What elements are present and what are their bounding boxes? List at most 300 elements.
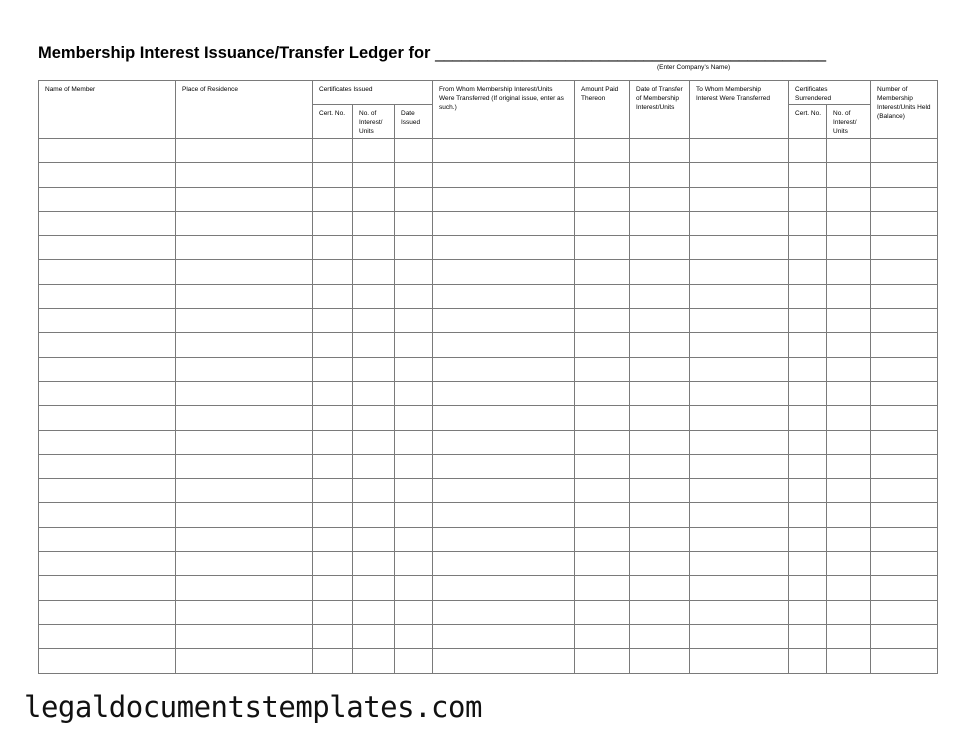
header-number-held-balance: Number of Membership Interest/Units Held (Balance) [871,81,938,139]
ledger-cell[interactable] [827,576,871,600]
ledger-cell[interactable] [827,163,871,187]
ledger-cell[interactable] [827,211,871,235]
ledger-cell[interactable] [176,527,313,551]
ledger-cell[interactable] [353,624,395,648]
ledger-cell[interactable] [353,381,395,405]
ledger-cell[interactable] [39,357,176,381]
ledger-cell[interactable] [176,309,313,333]
ledger-cell[interactable] [395,309,433,333]
ledger-cell[interactable] [39,624,176,648]
ledger-cell[interactable] [827,527,871,551]
ledger-cell[interactable] [871,211,938,235]
ledger-cell[interactable] [313,503,353,527]
ledger-cell[interactable] [353,357,395,381]
ledger-cell[interactable] [630,624,690,648]
ledger-cell[interactable] [630,381,690,405]
ledger-cell[interactable] [630,139,690,163]
ledger-cell[interactable] [313,649,353,673]
ledger-cell[interactable] [395,527,433,551]
ledger-cell[interactable] [353,211,395,235]
ledger-cell[interactable] [690,187,789,211]
ledger-cell[interactable] [575,309,630,333]
ledger-cell[interactable] [871,454,938,478]
ledger-row [39,211,938,235]
ledger-cell[interactable] [39,381,176,405]
ledger-cell[interactable] [789,503,827,527]
ledger-cell[interactable] [176,284,313,308]
ledger-cell[interactable] [789,309,827,333]
ledger-cell[interactable] [395,211,433,235]
ledger-cell[interactable] [575,649,630,673]
ledger-cell[interactable] [871,406,938,430]
ledger-cell[interactable] [39,576,176,600]
ledger-cell[interactable] [789,381,827,405]
ledger-cell[interactable] [395,381,433,405]
ledger-cell[interactable] [395,600,433,624]
ledger-cell[interactable] [827,236,871,260]
ledger-cell[interactable] [395,187,433,211]
ledger-cell[interactable] [575,381,630,405]
ledger-cell[interactable] [433,430,575,454]
ledger-cell[interactable] [575,552,630,576]
ledger-cell[interactable] [575,600,630,624]
ledger-cell[interactable] [630,187,690,211]
ledger-cell[interactable] [433,576,575,600]
ledger-cell[interactable] [176,333,313,357]
ledger-cell[interactable] [789,600,827,624]
ledger-cell[interactable] [313,576,353,600]
ledger-cell[interactable] [176,211,313,235]
ledger-cell[interactable] [433,187,575,211]
ledger-cell[interactable] [39,430,176,454]
ledger-cell[interactable] [433,454,575,478]
ledger-cell[interactable] [630,649,690,673]
ledger-cell[interactable] [395,552,433,576]
ledger-cell[interactable] [690,381,789,405]
ledger-row [39,576,938,600]
ledger-cell[interactable] [39,211,176,235]
header-date-issued: Date Issued [395,105,433,139]
ledger-cell[interactable] [690,503,789,527]
ledger-cell[interactable] [630,479,690,503]
ledger-cell[interactable] [39,527,176,551]
company-name-blank[interactable]: _____________________________________________ [435,44,826,62]
ledger-row [39,649,938,673]
ledger-cell[interactable] [575,211,630,235]
ledger-cell[interactable] [789,430,827,454]
ledger-cell[interactable] [827,187,871,211]
ledger-cell[interactable] [630,527,690,551]
ledger-cell[interactable] [353,139,395,163]
ledger-cell[interactable] [871,576,938,600]
ledger-cell[interactable] [176,357,313,381]
ledger-cell[interactable] [871,187,938,211]
ledger-cell[interactable] [630,552,690,576]
ledger-row [39,333,938,357]
ledger-row [39,503,938,527]
ledger-cell[interactable] [433,479,575,503]
header-certificates-issued: Certificates Issued [313,81,433,105]
ledger-cell[interactable] [353,576,395,600]
ledger-cell[interactable] [690,552,789,576]
ledger-cell[interactable] [353,600,395,624]
ledger-cell[interactable] [395,406,433,430]
ledger-cell[interactable] [353,406,395,430]
ledger-cell[interactable] [630,357,690,381]
ledger-cell[interactable] [575,503,630,527]
ledger-cell[interactable] [690,260,789,284]
ledger-cell[interactable] [871,381,938,405]
ledger-cell[interactable] [353,527,395,551]
ledger-cell[interactable] [827,479,871,503]
ledger-cell[interactable] [871,624,938,648]
ledger-cell[interactable] [630,163,690,187]
ledger-cell[interactable] [353,454,395,478]
ledger-cell[interactable] [789,527,827,551]
ledger-cell[interactable] [313,284,353,308]
ledger-cell[interactable] [827,454,871,478]
ledger-cell[interactable] [353,333,395,357]
ledger-cell[interactable] [690,479,789,503]
ledger-cell[interactable] [353,236,395,260]
ledger-cell[interactable] [395,624,433,648]
ledger-cell[interactable] [690,357,789,381]
ledger-cell[interactable] [575,187,630,211]
ledger-cell[interactable] [39,333,176,357]
ledger-cell[interactable] [575,527,630,551]
ledger-cell[interactable] [630,236,690,260]
ledger-cell[interactable] [575,163,630,187]
ledger-cell[interactable] [575,576,630,600]
ledger-cell[interactable] [39,649,176,673]
ledger-cell[interactable] [395,430,433,454]
ledger-cell[interactable] [433,163,575,187]
ledger-cell[interactable] [353,260,395,284]
ledger-cell[interactable] [176,552,313,576]
ledger-cell[interactable] [313,454,353,478]
ledger-cell[interactable] [789,649,827,673]
ledger-body [39,139,938,674]
ledger-cell[interactable] [871,260,938,284]
ledger-cell[interactable] [789,260,827,284]
ledger-cell[interactable] [395,163,433,187]
ledger-cell[interactable] [789,624,827,648]
ledger-row [39,600,938,624]
ledger-cell[interactable] [433,600,575,624]
ledger-cell[interactable] [433,333,575,357]
ledger-cell[interactable] [313,309,353,333]
ledger-cell[interactable] [313,552,353,576]
header-no-of-interest-units: No. of Interest/ Units [353,105,395,139]
ledger-cell[interactable] [575,333,630,357]
ledger-cell[interactable] [827,284,871,308]
ledger-cell[interactable] [176,624,313,648]
ledger-cell[interactable] [433,552,575,576]
ledger-cell[interactable] [690,284,789,308]
ledger-cell[interactable] [630,260,690,284]
ledger-cell[interactable] [789,236,827,260]
ledger-row [39,357,938,381]
ledger-cell[interactable] [39,454,176,478]
ledger-cell[interactable] [630,309,690,333]
ledger-cell[interactable] [827,357,871,381]
ledger-cell[interactable] [690,163,789,187]
ledger-cell[interactable] [313,479,353,503]
ledger-cell[interactable] [353,163,395,187]
ledger-cell[interactable] [176,479,313,503]
ledger-cell[interactable] [395,479,433,503]
ledger-row [39,260,938,284]
header-cert-no: Cert. No. [313,105,353,139]
ledger-cell[interactable] [395,139,433,163]
ledger-cell[interactable] [313,333,353,357]
header-from-whom: From Whom Membership Interest/Units Were Transferred (If original issue, enter as such.) [433,81,575,139]
ledger-cell[interactable] [575,357,630,381]
ledger-cell[interactable] [353,309,395,333]
header-amount-paid: Amount Paid Thereon [575,81,630,139]
ledger-cell[interactable] [630,600,690,624]
ledger-cell[interactable] [827,406,871,430]
ledger-cell[interactable] [871,333,938,357]
ledger-cell[interactable] [433,406,575,430]
ledger-cell[interactable] [395,260,433,284]
ledger-row [39,430,938,454]
ledger-cell[interactable] [871,552,938,576]
ledger-cell[interactable] [575,406,630,430]
ledger-cell[interactable] [353,649,395,673]
ledger-cell[interactable] [630,211,690,235]
ledger-cell[interactable] [353,479,395,503]
ledger-cell[interactable] [789,479,827,503]
ledger-cell[interactable] [433,236,575,260]
ledger-cell[interactable] [313,211,353,235]
ledger-cell[interactable] [690,211,789,235]
ledger-cell[interactable] [433,284,575,308]
ledger-row [39,479,938,503]
ledger-cell[interactable] [313,527,353,551]
ledger-cell[interactable] [630,284,690,308]
ledger-cell[interactable] [789,406,827,430]
ledger-cell[interactable] [433,357,575,381]
header-to-whom: To Whom Membership Interest Were Transferred [690,81,789,139]
ledger-cell[interactable] [433,624,575,648]
ledger-cell[interactable] [827,649,871,673]
ledger-cell[interactable] [575,479,630,503]
ledger-cell[interactable] [827,309,871,333]
company-name-hint: (Enter Company’s Name) [657,64,731,71]
ledger-cell[interactable] [39,236,176,260]
ledger-cell[interactable] [395,333,433,357]
ledger-cell[interactable] [690,600,789,624]
ledger-cell[interactable] [789,139,827,163]
ledger-cell[interactable] [690,649,789,673]
ledger-cell[interactable] [313,236,353,260]
ledger-cell[interactable] [789,284,827,308]
ledger-cell[interactable] [871,527,938,551]
ledger-cell[interactable] [871,163,938,187]
ledger-cell[interactable] [871,649,938,673]
ledger-cell[interactable] [827,503,871,527]
ledger-cell[interactable] [690,624,789,648]
ledger-cell[interactable] [39,552,176,576]
ledger-cell[interactable] [630,406,690,430]
ledger-cell[interactable] [176,430,313,454]
ledger-cell[interactable] [690,454,789,478]
ledger-cell[interactable] [353,503,395,527]
ledger-cell[interactable] [39,260,176,284]
ledger-cell[interactable] [39,309,176,333]
ledger-cell[interactable] [827,260,871,284]
ledger-cell[interactable] [395,284,433,308]
ledger-cell[interactable] [789,187,827,211]
ledger-row [39,187,938,211]
ledger-cell[interactable] [39,503,176,527]
ledger-cell[interactable] [789,333,827,357]
ledger-cell[interactable] [871,284,938,308]
header-place-of-residence: Place of Residence [176,81,313,139]
ledger-row [39,624,938,648]
ledger-cell[interactable] [871,430,938,454]
ledger-cell[interactable] [433,527,575,551]
ledger-cell[interactable] [39,187,176,211]
ledger-cell[interactable] [433,211,575,235]
ledger-cell[interactable] [871,357,938,381]
ledger-cell[interactable] [630,454,690,478]
ledger-row [39,454,938,478]
ledger-cell[interactable] [827,552,871,576]
ledger-cell[interactable] [313,260,353,284]
ledger-cell[interactable] [176,454,313,478]
ledger-cell[interactable] [395,357,433,381]
ledger-row [39,552,938,576]
ledger-cell[interactable] [871,479,938,503]
ledger-cell[interactable] [395,576,433,600]
ledger-cell[interactable] [630,430,690,454]
ledger-cell[interactable] [39,600,176,624]
header-date-of-transfer: Date of Transfer of Membership Interest/Units [630,81,690,139]
ledger-row [39,381,938,405]
ledger-cell[interactable] [789,454,827,478]
ledger-cell[interactable] [433,381,575,405]
ledger-cell[interactable] [176,163,313,187]
ledger-cell[interactable] [690,309,789,333]
ledger-cell[interactable] [176,503,313,527]
ledger-cell[interactable] [353,187,395,211]
ledger-cell[interactable] [176,600,313,624]
ledger-cell[interactable] [630,503,690,527]
ledger-cell[interactable] [575,139,630,163]
ledger-cell[interactable] [395,503,433,527]
ledger-row [39,406,938,430]
ledger-cell[interactable] [176,649,313,673]
ledger-cell[interactable] [690,430,789,454]
ledger-cell[interactable] [39,163,176,187]
ledger-cell[interactable] [789,211,827,235]
ledger-cell[interactable] [827,624,871,648]
ledger-cell[interactable] [313,624,353,648]
ledger-cell[interactable] [39,406,176,430]
ledger-cell[interactable] [630,333,690,357]
ledger-cell[interactable] [39,139,176,163]
ledger-cell[interactable] [871,503,938,527]
ledger-row [39,309,938,333]
ledger-cell[interactable] [575,260,630,284]
ledger-cell[interactable] [176,381,313,405]
ledger-cell[interactable] [176,576,313,600]
ledger-cell[interactable] [433,260,575,284]
ledger-cell[interactable] [575,236,630,260]
ledger-cell[interactable] [313,139,353,163]
watermark: legaldocumentstemplates.com [24,690,482,724]
ledger-cell[interactable] [433,503,575,527]
ledger-cell[interactable] [395,236,433,260]
ledger-cell[interactable] [313,357,353,381]
ledger-cell[interactable] [789,357,827,381]
ledger-cell[interactable] [690,406,789,430]
ledger-cell[interactable] [871,139,938,163]
ledger-cell[interactable] [39,284,176,308]
ledger-cell[interactable] [395,454,433,478]
ledger-cell[interactable] [827,381,871,405]
ledger-cell[interactable] [871,309,938,333]
ledger-cell[interactable] [176,187,313,211]
ledger-cell[interactable] [433,309,575,333]
ledger-cell[interactable] [690,139,789,163]
ledger-cell[interactable] [690,576,789,600]
ledger-cell[interactable] [353,430,395,454]
ledger-cell[interactable] [690,236,789,260]
ledger-cell[interactable] [575,284,630,308]
ledger-cell[interactable] [433,649,575,673]
ledger-cell[interactable] [575,624,630,648]
ledger-cell[interactable] [433,139,575,163]
header-certificates-surrendered: Certificates Surrendered [789,81,871,105]
ledger-cell[interactable] [827,139,871,163]
ledger-title [38,44,826,63]
ledger-cell[interactable] [313,381,353,405]
ledger-cell[interactable] [313,187,353,211]
ledger-cell[interactable] [176,236,313,260]
ledger-cell[interactable] [789,552,827,576]
ledger-cell[interactable] [575,454,630,478]
ledger-cell[interactable] [176,260,313,284]
ledger-cell[interactable] [39,479,176,503]
ledger-cell[interactable] [827,333,871,357]
ledger-cell[interactable] [353,552,395,576]
ledger-cell[interactable] [395,649,433,673]
ledger-cell[interactable] [313,430,353,454]
ledger-cell[interactable] [789,576,827,600]
ledger-cell[interactable] [630,576,690,600]
ledger-cell[interactable] [827,430,871,454]
ledger-cell[interactable] [313,406,353,430]
ledger-cell[interactable] [575,430,630,454]
ledger-row [39,139,938,163]
title-text: Membership Interest Issuance/Transfer Ledger for [38,44,431,62]
ledger-cell[interactable] [871,600,938,624]
ledger-cell[interactable] [690,333,789,357]
ledger-cell[interactable] [353,284,395,308]
ledger-cell[interactable] [827,600,871,624]
ledger-cell[interactable] [690,527,789,551]
ledger-cell[interactable] [313,600,353,624]
ledger-cell[interactable] [176,406,313,430]
ledger-cell[interactable] [789,163,827,187]
ledger-cell[interactable] [871,236,938,260]
ledger-cell[interactable] [313,163,353,187]
ledger-row [39,284,938,308]
ledger-cell[interactable] [176,139,313,163]
